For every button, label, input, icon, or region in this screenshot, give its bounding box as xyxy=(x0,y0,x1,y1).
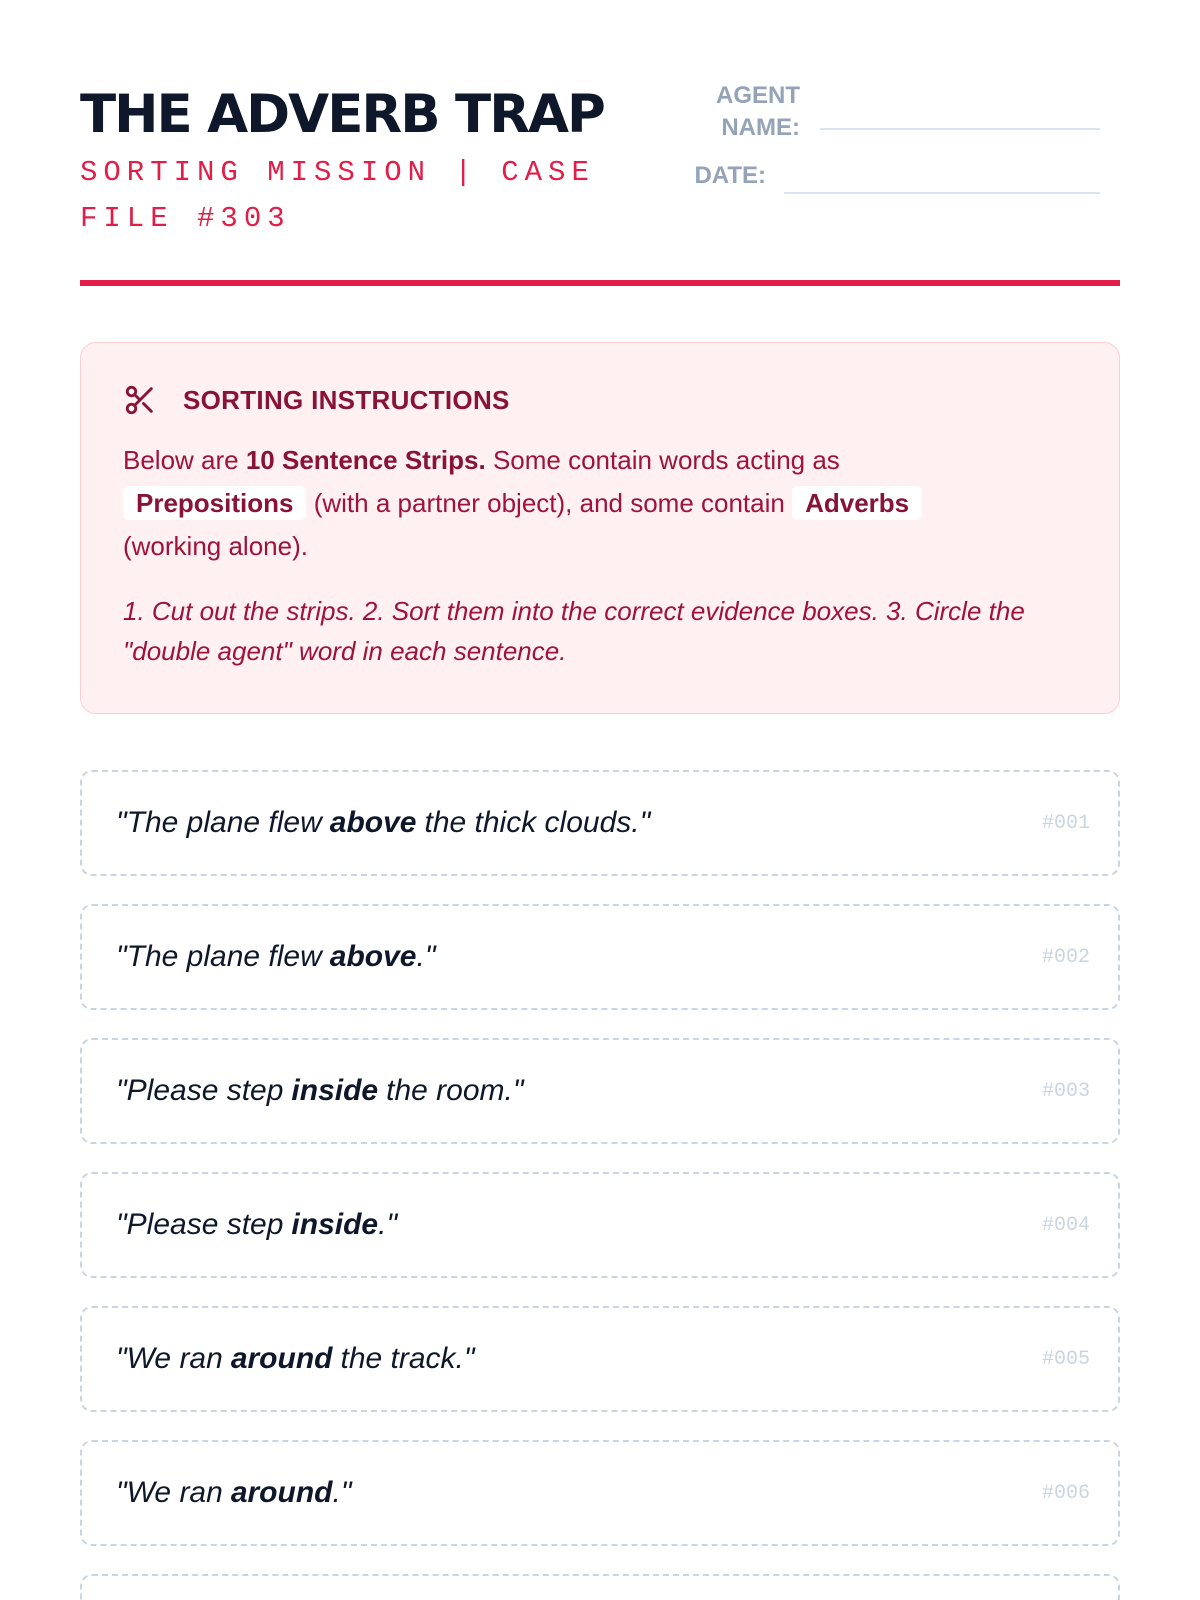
strip-count: 10 Sentence Strips. xyxy=(245,445,486,475)
strip-keyword[interactable]: around xyxy=(230,1476,333,1509)
sentence-strip-partial[interactable] xyxy=(80,1574,1120,1600)
strip-after: the track." xyxy=(340,1342,475,1375)
date-field[interactable] xyxy=(784,192,1100,194)
sentence-strip[interactable] xyxy=(80,770,1120,876)
sentence-strip[interactable] xyxy=(80,1306,1120,1412)
sentence-strip[interactable] xyxy=(80,1440,1120,1546)
instructions-text xyxy=(123,439,1083,568)
strip-after: the room." xyxy=(386,1074,524,1107)
strip-keyword[interactable]: inside xyxy=(291,1208,379,1241)
strip-id: #005 xyxy=(1041,1347,1090,1371)
strip-id: #006 xyxy=(1041,1481,1090,1505)
scissors-icon xyxy=(123,383,157,417)
agent-name-field[interactable] xyxy=(820,128,1100,130)
strip-id: #003 xyxy=(1041,1079,1090,1103)
intro-text: Below are xyxy=(123,445,246,475)
strip-before: "Please step xyxy=(116,1074,284,1107)
strip-sentence xyxy=(116,1174,397,1276)
worksheet-header xyxy=(80,82,1120,286)
strip-after: the thick clouds." xyxy=(424,806,651,839)
strip-id: #004 xyxy=(1041,1213,1090,1237)
strip-keyword[interactable]: above xyxy=(329,806,417,839)
strip-after: ." xyxy=(378,1208,398,1241)
instructions-title: SORTING INSTRUCTIONS xyxy=(183,384,510,415)
prepositions-chip: Prepositions xyxy=(123,486,306,520)
strip-before: "The plane flew xyxy=(116,806,322,839)
date-label: DATE: xyxy=(694,162,766,189)
instructions-panel xyxy=(80,342,1120,714)
name-label: NAME: xyxy=(721,114,800,141)
strip-before: "We ran xyxy=(116,1476,223,1509)
strip-before: "The plane flew xyxy=(116,940,322,973)
strip-keyword[interactable]: above xyxy=(329,940,417,973)
intro-text-cont: Some contain words acting as xyxy=(485,445,840,475)
strip-sentence xyxy=(116,1442,351,1544)
strip-keyword[interactable]: inside xyxy=(291,1074,379,1107)
instructions-header xyxy=(123,383,510,417)
strip-sentence xyxy=(116,906,435,1008)
strip-before: "We ran xyxy=(116,1342,223,1375)
strip-sentence xyxy=(116,772,650,874)
strip-after: ." xyxy=(416,940,436,973)
strip-keyword[interactable]: around xyxy=(230,1342,333,1375)
instruction-steps: 1. Cut out the strips. 2. Sort them into the correct evidence boxes. 3. Circle the "double agent" word in each sentence. xyxy=(123,596,1025,666)
sentence-strip[interactable] xyxy=(80,1038,1120,1144)
sentence-strip[interactable] xyxy=(80,904,1120,1010)
strip-after: ." xyxy=(332,1476,352,1509)
case-file-subtitle: SORTING MISSION | CASE FILE #303 xyxy=(80,156,595,235)
sentence-strip[interactable] xyxy=(80,1172,1120,1278)
strip-id: #001 xyxy=(1041,811,1090,835)
page-title: THE ADVERB TRAP xyxy=(80,84,604,145)
strip-sentence xyxy=(116,1040,524,1142)
agent-label: AGENT xyxy=(716,82,800,109)
adverbs-chip: Adverbs xyxy=(792,486,922,520)
strip-id: #002 xyxy=(1041,945,1090,969)
strip-before: "Please step xyxy=(116,1208,284,1241)
header-divider xyxy=(80,280,1120,286)
mid-text: (with a partner object), and some contain xyxy=(313,488,785,518)
end-text: (working alone). xyxy=(123,531,308,561)
strip-sentence xyxy=(116,1308,475,1410)
